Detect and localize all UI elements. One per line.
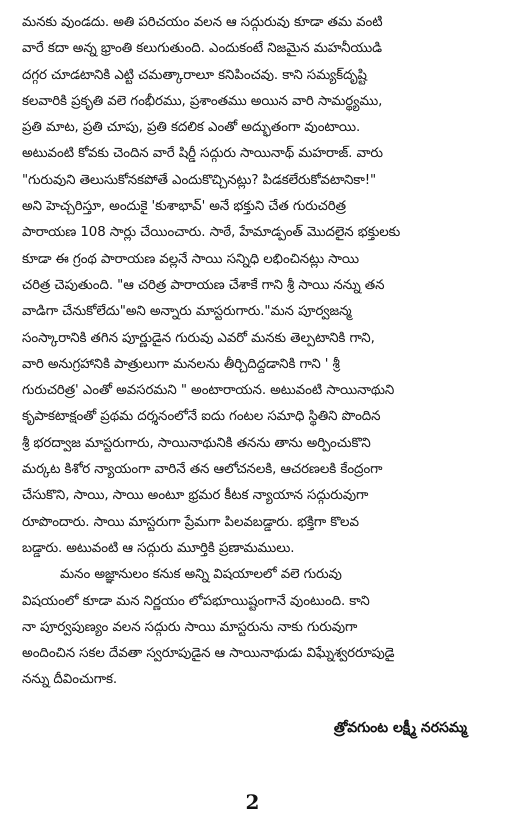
text-line: "గురువుని తెలుసుకోనకపోతే ఎందుకొచ్చినట్లు? పిడకలేరుకోవటానికా!" [22, 172, 377, 188]
paragraph [22, 10, 485, 562]
body-text [22, 10, 485, 694]
paragraph [22, 562, 485, 693]
text-line: కృపాకటాక్షంతో ప్రథమ దర్శనంలోనే ఐదు గంటల సమాధి స్థితిని పొందిన [22, 409, 381, 425]
text-line: సంస్కారానికి తగిన పూర్ణుడైన గురువు ఎవరో మనకు తెల్పటానికి గాని, [22, 330, 375, 346]
text-line: అని హెచ్చరిస్తూ, అందుకై 'కుశాభావ్' అనే భక్తుని చేత గురుచరిత్ర [22, 199, 346, 215]
text-line: మనకు వుండదు. అతి పరిచయం వలన ఆ సద్గురువు కూడా తమ వంటి [22, 15, 383, 30]
text-line: వారే కదా అన్న భ్రాంతి కలుగుతుంది. ఎందుకంటే నిజమైన మహనీయుడి [22, 41, 382, 57]
text-line: ప్రతి మాట, ప్రతి చూపు, ప్రతి కదలిక ఎంతో అద్భుతంగా వుంటాయి. [22, 120, 361, 136]
text-line: దగ్గర చూడటానికి ఎట్టి చమత్కారాలూ కనిపించవు. కాని సమ్యక్‌దృష్టి [22, 67, 367, 83]
text-line: మర్కట కిశోర న్యాయంగా వారినే తన ఆలోచనలకి, ఆచరణలకి కేంద్రంగా [22, 462, 383, 478]
text-line: మనం అజ్ఞానులం కనుక అన్ని విషయాలలో వలె గురువు [60, 567, 342, 583]
text-line: బడ్డారు. అటువంటి ఆ సద్గురు మూర్తికి ప్రణామములు. [22, 540, 295, 556]
text-line: నన్ను దీవించుగాక. [22, 672, 118, 688]
text-line: వారి అనుగ్రహానికి పాత్రులుగా మనలను తీర్చిదిద్దడానికి గాని ' శ్రీ [22, 356, 340, 372]
text-line: పారాయణ 108 సార్లు చేయించారు. సాఠే, హేమాడ్పంత్ మొదలైన భక్తులకు [22, 225, 401, 241]
text-line: విషయంలో కూడా మన నిర్ణయం లోపభూయిష్టంగానే వుంటుంది. కాని [22, 593, 370, 609]
author-signature: త్రోవగుంట లక్ష్మీ నరసమ్మ [333, 720, 467, 736]
text-line: రూపొందారు. సాయి మాస్టరుగా ప్రేమగా పిలవబడ్డారు. భక్తిగా కొలవ [22, 514, 359, 530]
text-line: నా పూర్వపుణ్యం వలన సద్గురు సాయి మాస్టరును నాకు గురువుగా [22, 619, 358, 635]
text-line: అటువంటి కోవకు చెందిన వారే షిర్డీ సద్గురు సాయినాథ్ మహరాజ్. వారు [22, 146, 383, 162]
text-line: కూడా ఈ గ్రంథ పారాయణ వల్లనే సాయి సన్నిధి లభించినట్లు సాయి [22, 251, 359, 267]
page-number: 2 [245, 790, 260, 814]
text-line: గురుచరిత్ర' ఎంతో అవసరమని " అంటారాయన. అటువంటి సాయినాథుని [22, 383, 395, 399]
text-line: చేసుకొని, సాయి, సాయి అంటూ భ్రమర కీటక న్యాయాన సద్గురువుగా [22, 488, 369, 504]
text-line: వాడిగా చేనుకోలేదు"అని అన్నారు మాస్టరుగారు."మన పూర్వజన్మ [22, 304, 352, 320]
text-line: చరిత్ర చెపుతుంది. "ఆ చరిత్ర పారాయణ చేశాకే గాని శ్రీ సాయి నన్ను తన [22, 277, 385, 293]
text-line: శ్రీ భరద్వాజ మాస్టరుగారు, సాయినాథునికి తనను తాను అర్పించుకొని [22, 435, 371, 451]
text-line: కలవారికి ప్రకృతి వలె గంభీరము, ప్రశాంతము అయిన వారి సామర్థ్యము, [22, 93, 383, 109]
text-line: అందించిన సకల దేవతా స్వరూపుడైన ఆ సాయినాథుడు విఘ్నేశ్వరరూపుడై [22, 646, 395, 662]
